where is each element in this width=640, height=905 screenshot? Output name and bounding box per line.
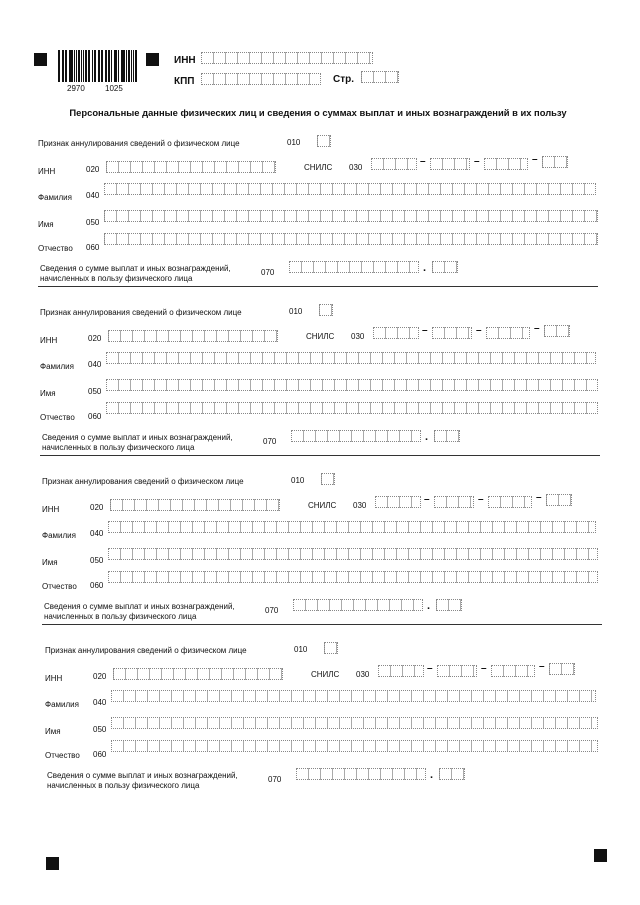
name-label: Имя — [42, 558, 58, 567]
name-label: Имя — [45, 727, 61, 736]
barcode-bar — [94, 50, 95, 82]
barcode-bar — [95, 50, 96, 82]
annul-label: Признак аннулирования сведений о физическом лице — [38, 139, 240, 148]
patronymic-field[interactable] — [104, 233, 598, 245]
sum-fraction-field[interactable] — [439, 768, 465, 780]
snils-part3[interactable] — [488, 496, 532, 508]
name-code: 050 — [88, 387, 102, 396]
sum-code: 070 — [268, 775, 282, 784]
surname-code: 040 — [90, 529, 104, 538]
snils-part2[interactable] — [437, 665, 477, 677]
barcode-bar — [70, 50, 72, 82]
snils-part4[interactable] — [544, 325, 570, 337]
snils-dash-1: – — [427, 663, 433, 674]
snils-dash-1: – — [424, 494, 430, 505]
patronymic-field[interactable] — [106, 402, 598, 414]
barcode-bar — [101, 50, 102, 82]
snils-part2[interactable] — [430, 158, 470, 170]
sum-code: 070 — [265, 606, 279, 615]
snils-dash-2: – — [481, 663, 487, 674]
annul-label: Признак аннулирования сведений о физическом лице — [42, 477, 244, 486]
barcode-bar — [63, 50, 64, 82]
top-mid-marker — [146, 53, 159, 66]
sum-code: 070 — [261, 268, 275, 277]
surname-field[interactable] — [108, 521, 596, 533]
sum-code: 070 — [263, 437, 277, 446]
sum-label-line-2: начисленных в пользу физического лица — [42, 443, 195, 452]
patronymic-label: Отчество — [40, 413, 75, 422]
sum-decimal-point: . — [427, 600, 431, 612]
snils-part3[interactable] — [486, 327, 530, 339]
inn-label: ИНН — [38, 167, 56, 176]
snils-dash-2: – — [476, 325, 482, 336]
barcode-bar — [121, 50, 122, 82]
barcode-bar — [111, 50, 112, 82]
surname-label: Фамилия — [45, 700, 79, 709]
annul-field[interactable] — [317, 135, 331, 147]
patronymic-label: Отчество — [42, 582, 77, 591]
annul-label: Признак аннулирования сведений о физическом лице — [45, 646, 247, 655]
sum-label — [47, 771, 238, 791]
surname-label: Фамилия — [42, 531, 76, 540]
snils-label: СНИЛС — [308, 501, 337, 510]
barcode-bar — [62, 50, 63, 82]
sum-label-line-2: начисленных в пользу физического лица — [47, 781, 200, 790]
barcode-bar — [92, 50, 93, 82]
barcode-bar — [108, 50, 110, 82]
sum-label-line-2: начисленных в пользу физического лица — [44, 612, 197, 621]
patronymic-code: 060 — [88, 412, 102, 421]
snils-part2[interactable] — [432, 327, 472, 339]
snils-dash-1: – — [420, 156, 426, 167]
surname-code: 040 — [88, 360, 102, 369]
barcode-bar — [76, 50, 77, 82]
snils-label: СНИЛС — [304, 163, 333, 172]
snils-part4[interactable] — [546, 494, 572, 506]
snils-dash-3: – — [539, 661, 545, 672]
barcode-bar — [88, 50, 90, 82]
barcode-bar — [83, 50, 84, 82]
sum-label — [40, 264, 231, 284]
patronymic-field[interactable] — [111, 740, 598, 752]
snils-part4[interactable] — [542, 156, 568, 168]
snils-part1[interactable] — [373, 327, 419, 339]
sum-label — [44, 602, 235, 622]
snils-dash-1: – — [422, 325, 428, 336]
snils-part1[interactable] — [375, 496, 421, 508]
snils-label: СНИЛС — [306, 332, 335, 341]
header-kpp-field[interactable] — [201, 73, 321, 85]
inn-label: ИНН — [40, 336, 58, 345]
annul-code: 010 — [294, 645, 308, 654]
sum-fraction-field[interactable] — [432, 261, 458, 273]
patronymic-code: 060 — [86, 243, 100, 252]
snils-code: 030 — [356, 670, 370, 679]
snils-dash-3: – — [534, 323, 540, 334]
sum-decimal-point: . — [430, 769, 434, 781]
sum-fraction-field[interactable] — [434, 430, 460, 442]
sum-integer-field[interactable] — [293, 599, 423, 611]
barcode-bar — [65, 50, 67, 82]
annul-field[interactable] — [324, 642, 338, 654]
name-label: Имя — [38, 220, 54, 229]
barcode-bar — [74, 50, 75, 82]
barcode-bar — [78, 50, 80, 82]
block-separator — [42, 624, 602, 625]
surname-field[interactable] — [104, 183, 596, 195]
bottom-left-marker — [46, 857, 59, 870]
inn-label: ИНН — [45, 674, 63, 683]
name-code: 050 — [86, 218, 100, 227]
inn-code: 020 — [93, 672, 107, 681]
sum-label-line-1: Сведения о сумме выплат и иных вознаграждений, — [44, 602, 235, 611]
sum-integer-field[interactable] — [296, 768, 426, 780]
barcode-bar — [98, 50, 100, 82]
barcode-bar — [102, 50, 103, 82]
header-page-field[interactable] — [361, 71, 399, 83]
sum-label-line-1: Сведения о сумме выплат и иных вознаграждений, — [47, 771, 238, 780]
barcode-bar — [133, 50, 134, 82]
barcode — [58, 50, 138, 82]
surname-label: Фамилия — [40, 362, 74, 371]
patronymic-code: 060 — [90, 581, 104, 590]
name-field[interactable] — [104, 210, 598, 222]
patronymic-code: 060 — [93, 750, 107, 759]
barcode-bar — [58, 50, 60, 82]
barcode-bar — [118, 50, 119, 82]
sum-label — [42, 433, 233, 453]
annul-code: 010 — [291, 476, 305, 485]
inn-code: 020 — [86, 165, 100, 174]
barcode-bar — [122, 50, 124, 82]
sum-label-line-2: начисленных в пользу физического лица — [40, 274, 193, 283]
name-field[interactable] — [108, 548, 598, 560]
barcode-number-left: 2970 — [67, 84, 85, 93]
inn-code: 020 — [90, 503, 104, 512]
surname-code: 040 — [93, 698, 107, 707]
inn-code: 020 — [88, 334, 102, 343]
barcode-bar — [126, 50, 127, 82]
name-field[interactable] — [106, 379, 598, 391]
sum-label-line-1: Сведения о сумме выплат и иных вознаграждений, — [40, 264, 231, 273]
sum-decimal-point: . — [423, 262, 427, 274]
sum-label-line-1: Сведения о сумме выплат и иных вознаграждений, — [42, 433, 233, 442]
barcode-bar — [105, 50, 107, 82]
barcode-number-right: 1025 — [105, 84, 123, 93]
name-code: 050 — [90, 556, 104, 565]
annul-field[interactable] — [321, 473, 335, 485]
barcode-bar — [114, 50, 115, 82]
snils-dash-2: – — [474, 156, 480, 167]
name-field[interactable] — [111, 717, 598, 729]
sum-integer-field[interactable] — [289, 261, 419, 273]
bottom-right-marker — [594, 849, 607, 862]
surname-label: Фамилия — [38, 193, 72, 202]
snils-dash-3: – — [536, 492, 542, 503]
surname-code: 040 — [86, 191, 100, 200]
snils-code: 030 — [349, 163, 363, 172]
sum-decimal-point: . — [425, 431, 429, 443]
surname-field[interactable] — [111, 690, 596, 702]
barcode-bar — [115, 50, 117, 82]
header-kpp-label: КПП — [174, 76, 195, 87]
barcode-bar — [135, 50, 137, 82]
snils-dash-2: – — [478, 494, 484, 505]
header-inn-field[interactable] — [201, 52, 373, 64]
inn-field[interactable] — [113, 668, 283, 680]
inn-field[interactable] — [108, 330, 278, 342]
snils-part2[interactable] — [434, 496, 474, 508]
snils-code: 030 — [353, 501, 367, 510]
header-inn-label: ИНН — [174, 55, 196, 66]
annul-field[interactable] — [319, 304, 333, 316]
snils-part3[interactable] — [491, 665, 535, 677]
inn-label: ИНН — [42, 505, 60, 514]
snils-part3[interactable] — [484, 158, 528, 170]
block-separator — [38, 286, 598, 287]
block-separator — [40, 455, 600, 456]
snils-part4[interactable] — [549, 663, 575, 675]
patronymic-label: Отчество — [38, 244, 73, 253]
annul-label: Признак аннулирования сведений о физическом лице — [40, 308, 242, 317]
header-page-label: Стр. — [333, 74, 355, 85]
barcode-bar — [85, 50, 87, 82]
snils-part1[interactable] — [371, 158, 417, 170]
annul-code: 010 — [289, 307, 303, 316]
barcode-bar — [131, 50, 132, 82]
form-title: Персональные данные физических лиц и сведения о суммах выплат и иных вознаграждений в их пользу — [69, 107, 567, 118]
name-label: Имя — [40, 389, 56, 398]
name-code: 050 — [93, 725, 107, 734]
annul-code: 010 — [287, 138, 301, 147]
sum-integer-field[interactable] — [291, 430, 421, 442]
barcode-bar — [128, 50, 130, 82]
sum-fraction-field[interactable] — [436, 599, 462, 611]
snils-part1[interactable] — [378, 665, 424, 677]
snils-label: СНИЛС — [311, 670, 340, 679]
barcode-bar — [69, 50, 70, 82]
snils-dash-3: – — [532, 154, 538, 165]
inn-field[interactable] — [106, 161, 276, 173]
snils-code: 030 — [351, 332, 365, 341]
surname-field[interactable] — [106, 352, 596, 364]
inn-field[interactable] — [110, 499, 280, 511]
patronymic-field[interactable] — [108, 571, 598, 583]
barcode-bar — [81, 50, 82, 82]
patronymic-label: Отчество — [45, 751, 80, 760]
top-left-marker — [34, 53, 47, 66]
